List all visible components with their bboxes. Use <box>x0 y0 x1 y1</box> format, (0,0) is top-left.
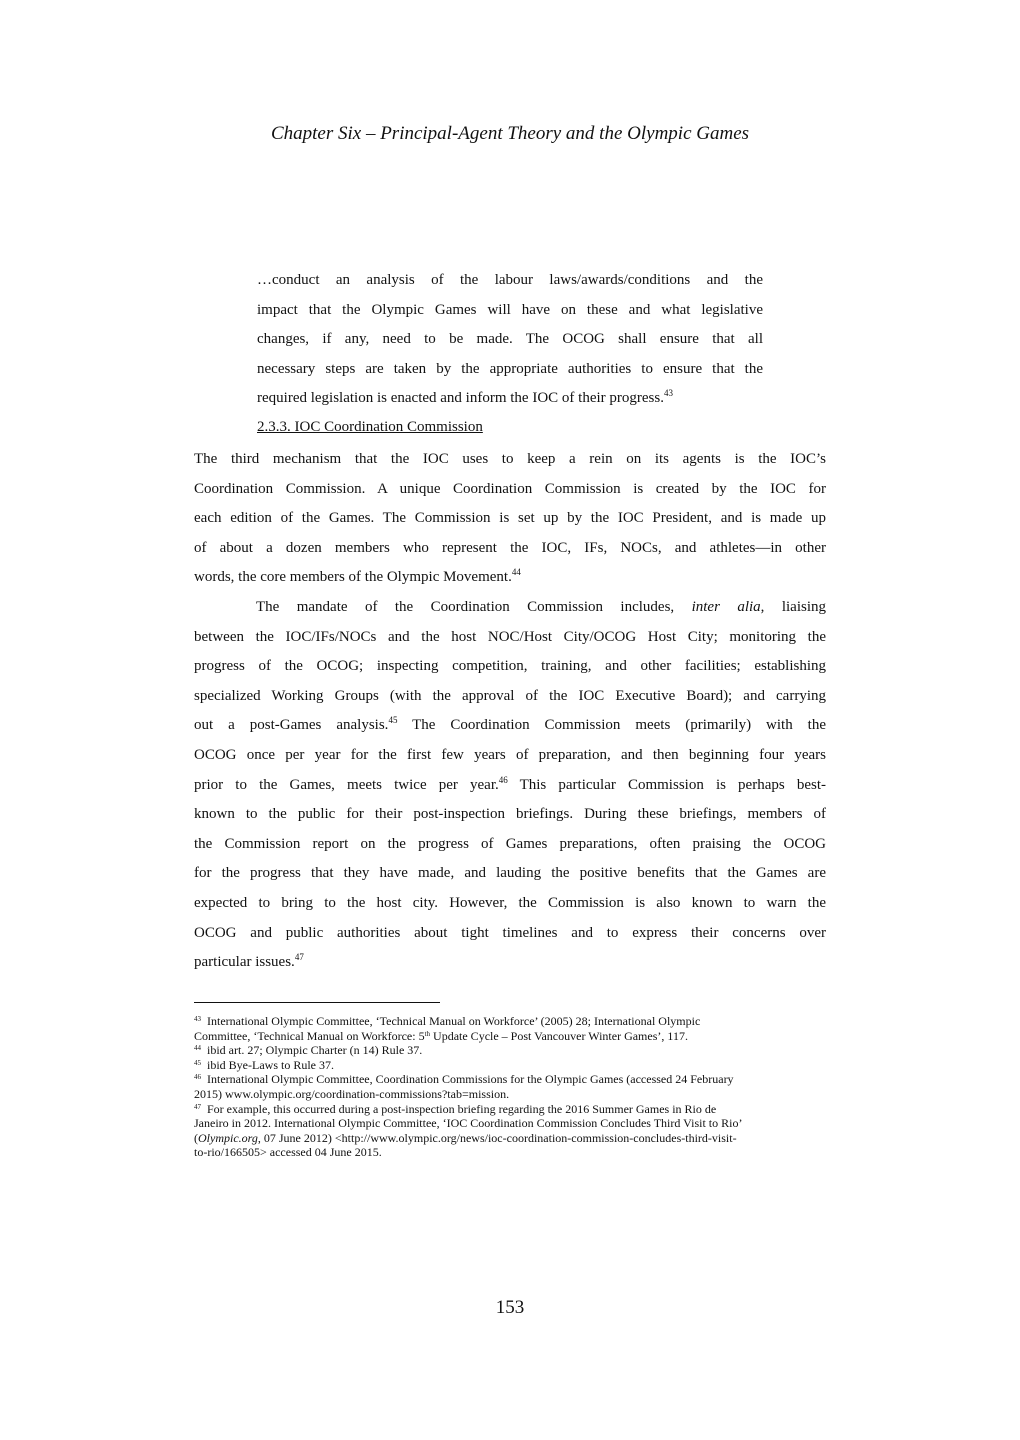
footnote-text: , 07 June 2012) <http://www.olympic.org/news/ioc-coordination-commission-concludes-third-visit- <box>257 1130 737 1145</box>
quote-line: necessary steps are taken by the appropriate authorities to ensure that the <box>257 360 763 377</box>
footnote-number: 47 <box>194 1102 201 1111</box>
footnote-line <box>194 1014 826 1029</box>
section-heading: 2.3.3. IOC Coordination Commission <box>257 419 483 435</box>
paragraph-line: The third mechanism that the IOC uses to keep a rein on its agents is the IOC’s <box>194 451 826 467</box>
paragraph-line: of about a dozen members who represent the IOC, IFs, NOCs, and athletes—in other <box>194 539 826 556</box>
paragraph-line <box>194 593 826 623</box>
footnote-47 <box>194 1102 826 1160</box>
footnote-ref-47[interactable]: 47 <box>294 952 304 963</box>
paragraph-text: prior to the Games, meets twice per year. <box>194 776 499 793</box>
footnote-line <box>194 1043 826 1058</box>
paragraph-line: each edition of the Games. The Commission is set up by the IOC President, and is made up <box>194 510 826 527</box>
paragraph-text: The Coordination Commission meets (primarily) with the <box>397 717 826 734</box>
running-header: Chapter Six – Principal-Agent Theory and the Olympic Games <box>270 123 750 144</box>
paragraph-line: expected to bring to the host city. However, the Commission is also known to warn the <box>194 894 826 911</box>
paragraph-line: known to the public for their post-inspection briefings. During these briefings, members of <box>194 806 826 823</box>
footnote-number: 45 <box>194 1058 201 1067</box>
paragraph-line: OCOG and public authorities about tight timelines and to express their concerns over <box>194 924 826 941</box>
footnote-ref-46[interactable]: 46 <box>498 774 508 785</box>
footnote-line <box>194 1058 826 1073</box>
footnote-45 <box>194 1058 826 1073</box>
paragraph-line <box>194 563 826 593</box>
footnote-line <box>194 1029 826 1044</box>
paragraph-line <box>194 948 826 978</box>
footnotes <box>194 1014 826 1160</box>
page-number: 153 <box>495 1297 525 1318</box>
footnote-ref-45[interactable]: 45 <box>388 715 398 726</box>
paragraph-line-text: words, the core members of the Olympic Movement. <box>194 569 512 586</box>
footnote-text: ( <box>194 1130 198 1145</box>
paragraph-line: Coordination Commission. A unique Coordination Commission is created by the IOC for <box>194 480 826 497</box>
paragraph-line: between the IOC/IFs/NOCs and the host NOC/Host City/OCOG Host City; monitoring the <box>194 628 826 645</box>
footnote-text: Committee, ‘Technical Manual on Workforce: 5 <box>194 1028 425 1043</box>
block-quote <box>257 266 763 414</box>
paragraph-text: This particular Commission is perhaps best- <box>507 776 826 793</box>
footnote-line: Janeiro in 2012. International Olympic Committee, ‘IOC Coordination Commission Concludes Third Visit to Rio’ <box>194 1116 743 1131</box>
paragraph-line: progress of the OCOG; inspecting competition, training, and other facilities; establishing <box>194 658 826 675</box>
paragraph-line <box>194 711 826 741</box>
ordinal-suffix: th <box>424 1029 431 1038</box>
footnote-text: Update Cycle – Post Vancouver Winter Games’, 117. <box>430 1028 688 1043</box>
footnote-line: to-rio/166505> accessed 04 June 2015. <box>194 1145 382 1160</box>
footnote-line <box>194 1072 826 1087</box>
footnote-ref-44[interactable]: 44 <box>511 567 521 578</box>
paragraph-line: the Commission report on the progress of Games preparations, often praising the OCOG <box>194 835 826 852</box>
footnote-line <box>194 1102 826 1117</box>
body-text <box>194 445 826 978</box>
footnote-text: ibid Bye-Laws to Rule 37. <box>207 1057 334 1072</box>
footnote-43 <box>194 1014 826 1043</box>
footnote-text: International Olympic Committee, ‘Technical Manual on Workforce’ (2005) 28; International Olympic <box>207 1014 701 1028</box>
footnote-separator <box>194 1002 440 1003</box>
quote-line: changes, if any, need to be made. The OCOG shall ensure that all <box>257 331 763 348</box>
paragraph-line <box>194 771 826 801</box>
paragraph-text: particular issues. <box>194 954 295 971</box>
footnote-44 <box>194 1043 826 1058</box>
footnote-number: 46 <box>194 1073 201 1082</box>
paragraph-text: , liaising <box>760 598 826 615</box>
footnote-text: ibid art. 27; Olympic Charter (n 14) Rule 37. <box>207 1043 423 1058</box>
footnote-text: For example, this occurred during a post-inspection briefing regarding the 2016 Summer Games in Rio de <box>207 1101 717 1116</box>
footnote-line: 2015) www.olympic.org/coordination-commissions?tab=mission. <box>194 1086 510 1101</box>
quote-line: …conduct an analysis of the labour laws/awards/conditions and the <box>257 272 763 288</box>
publication-title: Olympic.org <box>198 1130 258 1145</box>
paragraph-text: out a post-Games analysis. <box>194 717 389 734</box>
footnote-line <box>194 1131 826 1146</box>
paragraph-line: OCOG once per year for the first few years of preparation, and then beginning four years <box>194 746 826 763</box>
footnote-ref-43[interactable]: 43 <box>663 388 673 399</box>
footnote-46 <box>194 1072 826 1101</box>
latin-term: inter alia <box>691 598 761 615</box>
footnote-text: International Olympic Committee, Coordination Commissions for the Olympic Games (accessed 24 February <box>207 1072 734 1087</box>
footnote-number: 44 <box>194 1044 201 1053</box>
paragraph-text: The mandate of the Coordination Commission includes, <box>256 598 675 615</box>
quote-line: impact that the Olympic Games will have on these and what legislative <box>257 301 763 318</box>
quote-line <box>257 384 763 414</box>
paragraph-line: specialized Working Groups (with the approval of the IOC Executive Board); and carrying <box>194 687 826 704</box>
footnote-number: 43 <box>194 1015 201 1023</box>
paragraph-line: for the progress that they have made, and lauding the positive benefits that the Games are <box>194 865 826 882</box>
quote-line-text: required legislation is enacted and inform the IOC of their progress. <box>257 390 664 407</box>
